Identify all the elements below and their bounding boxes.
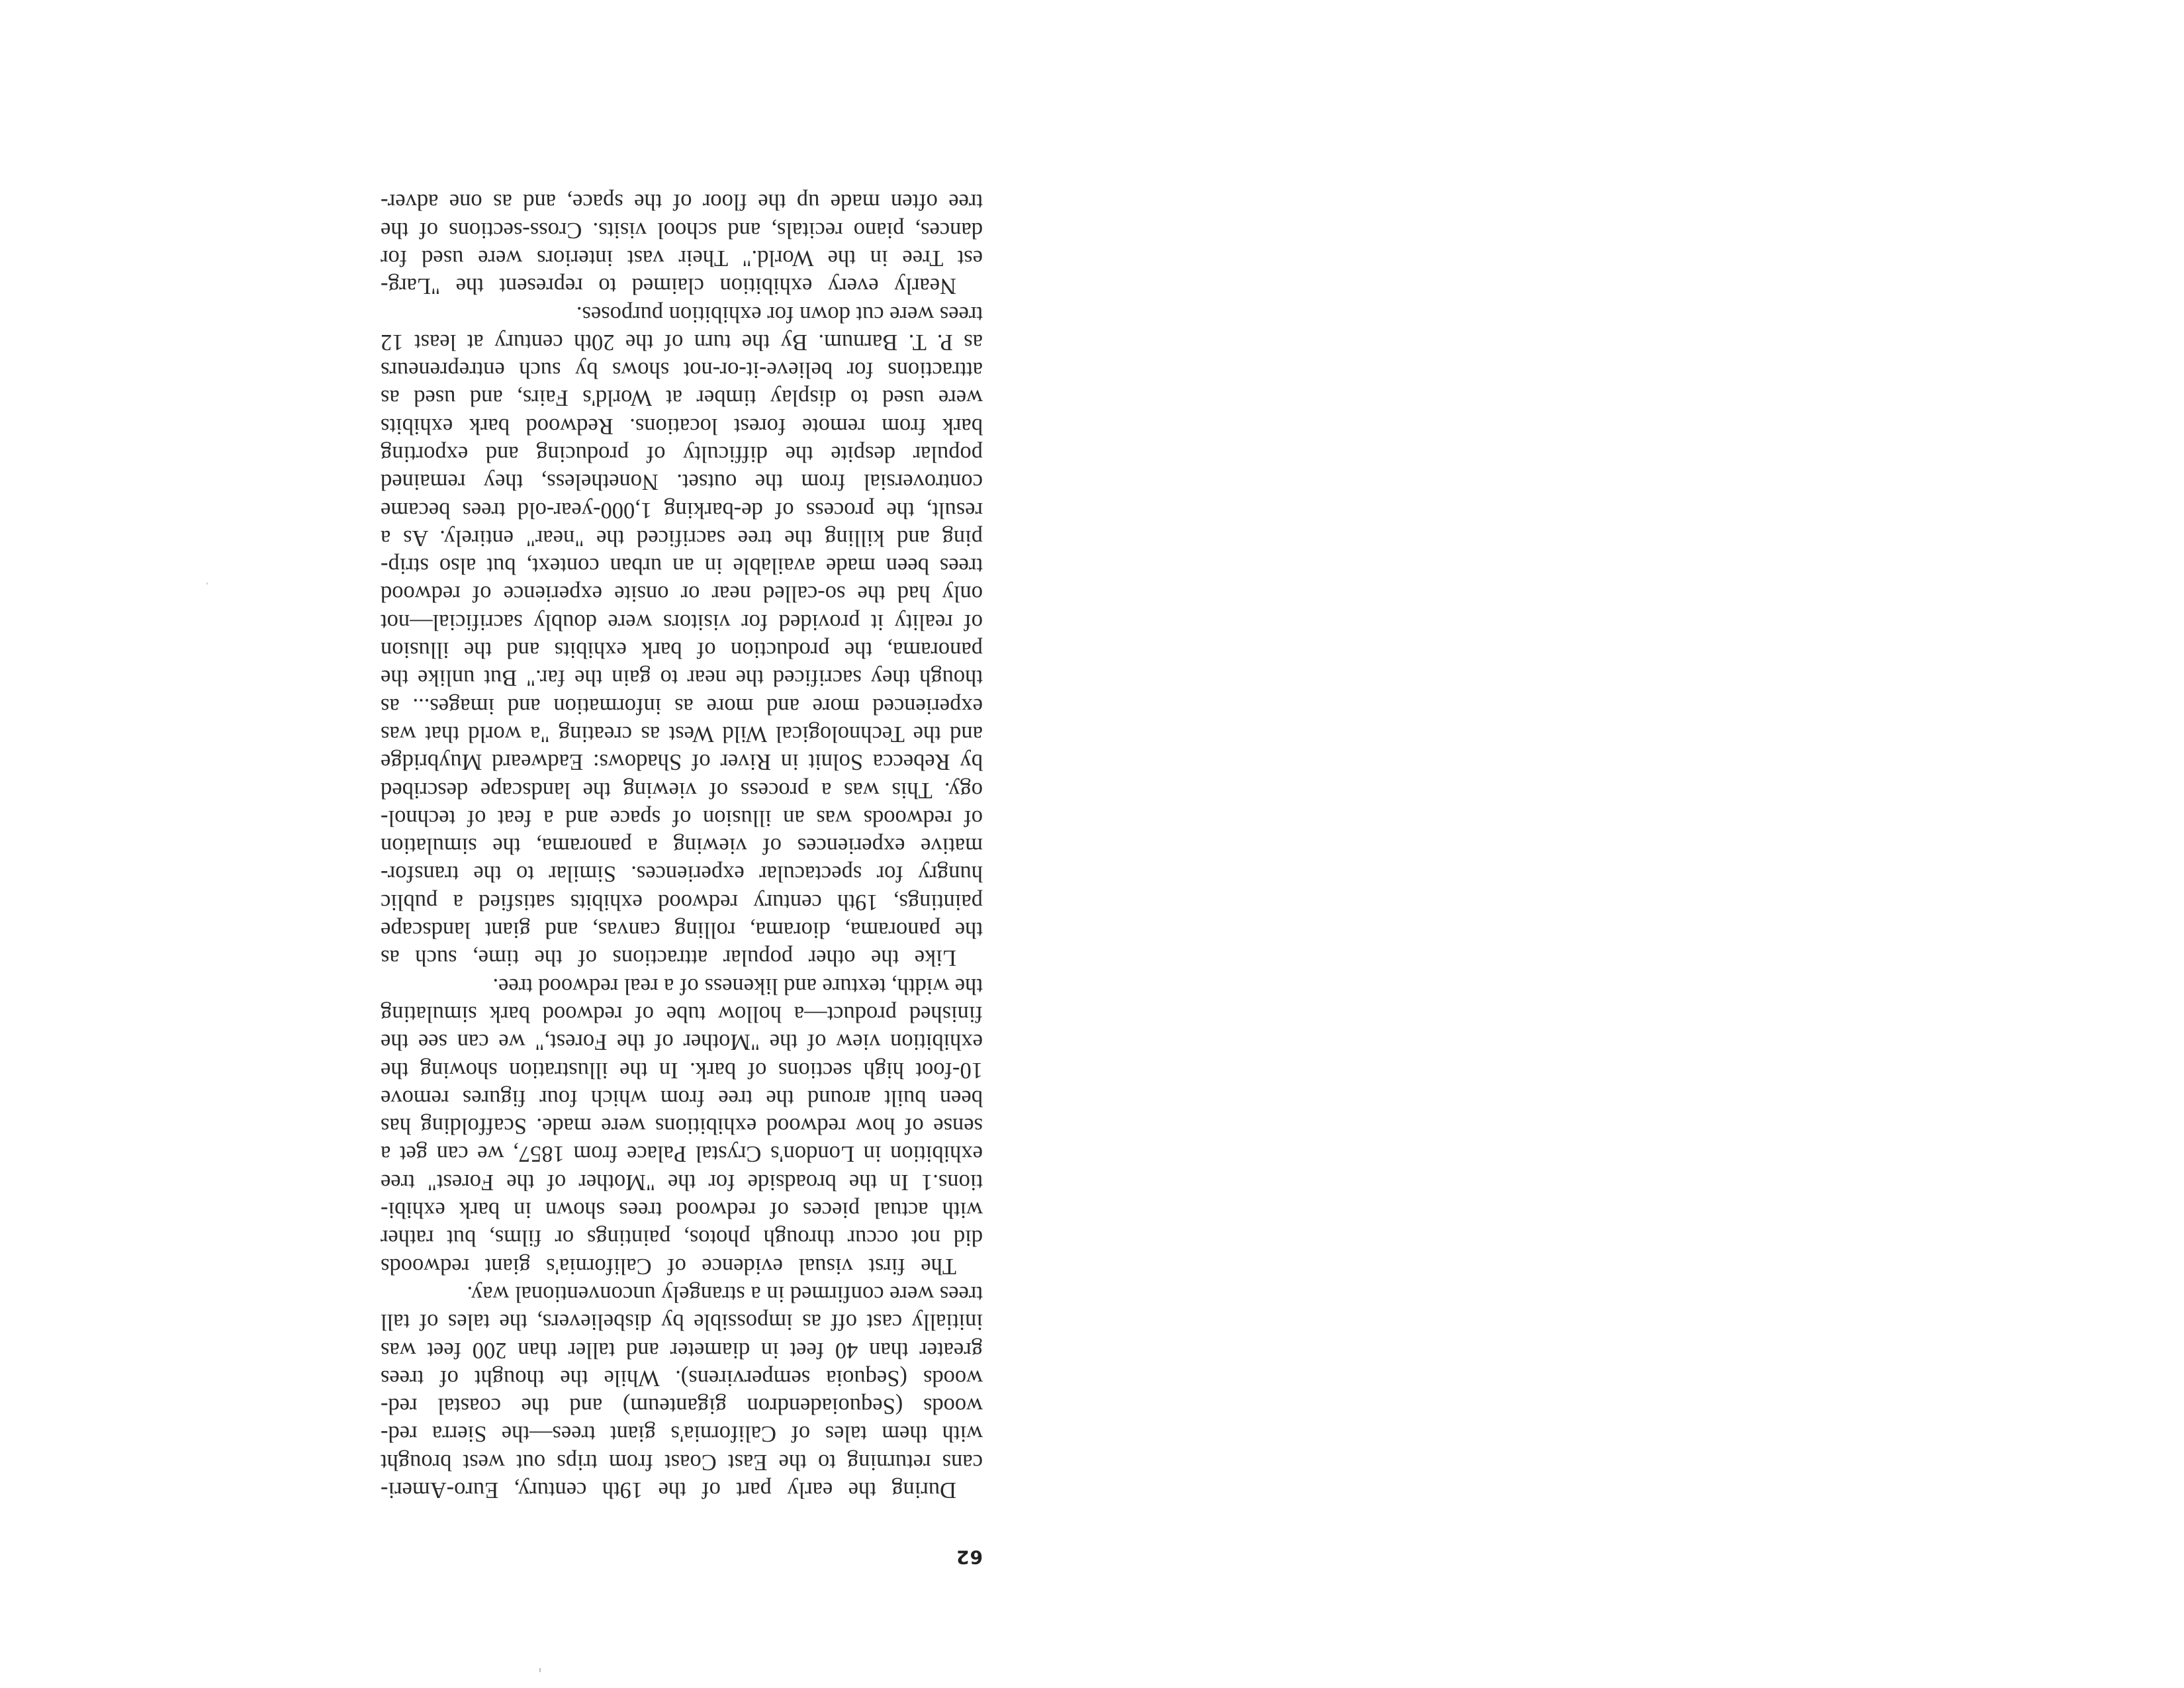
text-line: initially cast off as impossible by disbelievers, the tales of tall [381,1309,983,1335]
text-line: tions.1 In the broadside for the "Mother of the Forest" tree [381,1169,983,1195]
text-line: the panorama, diorama, rolling canvas, and giant landscape [381,917,983,943]
text-line: 10-foot high sections of bark. In the illustration showing the [381,1057,983,1083]
text-line: trees been made available in an urban context, but also strip- [381,553,983,579]
text-line: controversial from the outset. Nonetheless, they remained [381,469,983,495]
text-line: cans returning to the East Coast from trips out west brought [381,1449,983,1475]
text-line: sense of how redwood exhibitions were made. Scaffolding has [381,1113,983,1139]
text-line: result, the process of de-barking 1,000-year-old trees became [381,497,983,523]
page-content-rotated [381,94,983,1567]
text-line: dances, piano recitals, and school visits. Cross-sections of the [381,217,983,243]
text-line: with actual pieces of redwood trees shown in bark exhibi- [381,1197,983,1223]
text-line: by Rebecca Solnit in River of Shadows: Eadweard Muybridge [381,749,983,775]
text-line: mative experiences of viewing a panorama, the simulation [381,833,983,859]
text-line: the width, texture and likeness of a real redwood tree. [492,973,983,999]
text-line: tree often made up the floor of the space, and as one adver- [381,189,983,215]
text-line: trees were cut down for exhibition purposes. [576,301,983,327]
text-line: though they sacrificed the near to gain the far." But unlike the [381,665,983,691]
text-line: of redwoods was an illusion of space and a feat of technol- [381,805,983,831]
text-line: did not occur through photos, paintings or films, but rather [381,1225,983,1251]
text-line: exhibition in London's Crystal Palace from 1857, we can get a [381,1141,983,1167]
page-number: 62 [956,1546,983,1568]
text-line: popular despite the difficulty of producing and exporting [381,442,983,467]
text-line: bark from remote forest locations. Redwood bark exhibits [381,413,983,439]
scan-speck [206,583,208,585]
text-line: Like the other popular attractions of the time, such as [381,945,956,971]
text-line: attractions for believe-it-or-not shows by such entrepreneurs [381,357,983,383]
text-line: hungry for spectacular experiences. Similar to the transfor- [381,861,983,887]
text-line: and the Technological Wild West as creating "a world that was [381,721,983,747]
text-line: trees were confirmed in a strangely unconventional way. [467,1281,983,1307]
text-line: of reality it provided for visitors were doubly sacrificial—not [381,609,983,635]
text-line: exhibition view of the "Mother of the Forest," we can see the [381,1029,983,1055]
text-line: ping and killing the tree sacrificed the "near" entirely. As a [381,525,983,551]
text-line: woods (Sequoiadendron giganteum) and the coastal red- [381,1393,983,1419]
text-line: paintings, 19th century redwood exhibits satisfied a public [381,889,983,915]
text-line: Nearly every exhibition claimed to represent the "Larg- [381,273,956,299]
text-line: finished product—a hollow tube of redwood bark simulating [381,1001,983,1027]
text-line: woods (Sequoia sempervirens). While the thought of trees [381,1365,983,1391]
text-line: were used to display timber at World's Fairs, and used as [381,385,983,411]
text-line: only had the so-called near or onsite experience of redwood [381,581,983,607]
text-line: with them tales of California's giant trees—the Sierra red- [381,1421,983,1447]
body-text [381,188,983,1504]
text-line: During the early part of the 19th century, Euro-Ameri- [381,1477,956,1503]
text-line: as P. T. Barnum. By the turn of the 20th century at least 12 [381,329,983,355]
text-line: The first visual evidence of California's giant redwoods [381,1253,956,1279]
text-line: greater than 40 feet in diameter and taller than 200 feet was [381,1337,983,1363]
text-line: est Tree in the World." Their vast interiors were used for [381,245,983,271]
text-line: panorama, the production of bark exhibits and the illusion [381,637,983,663]
text-line: ogy. This was a process of viewing the landscape described [381,777,983,803]
text-line: been built around the tree from which four figures remove [381,1085,983,1111]
scan-speck [539,1668,541,1672]
text-line: experienced more and more as information and images... as [381,693,983,719]
